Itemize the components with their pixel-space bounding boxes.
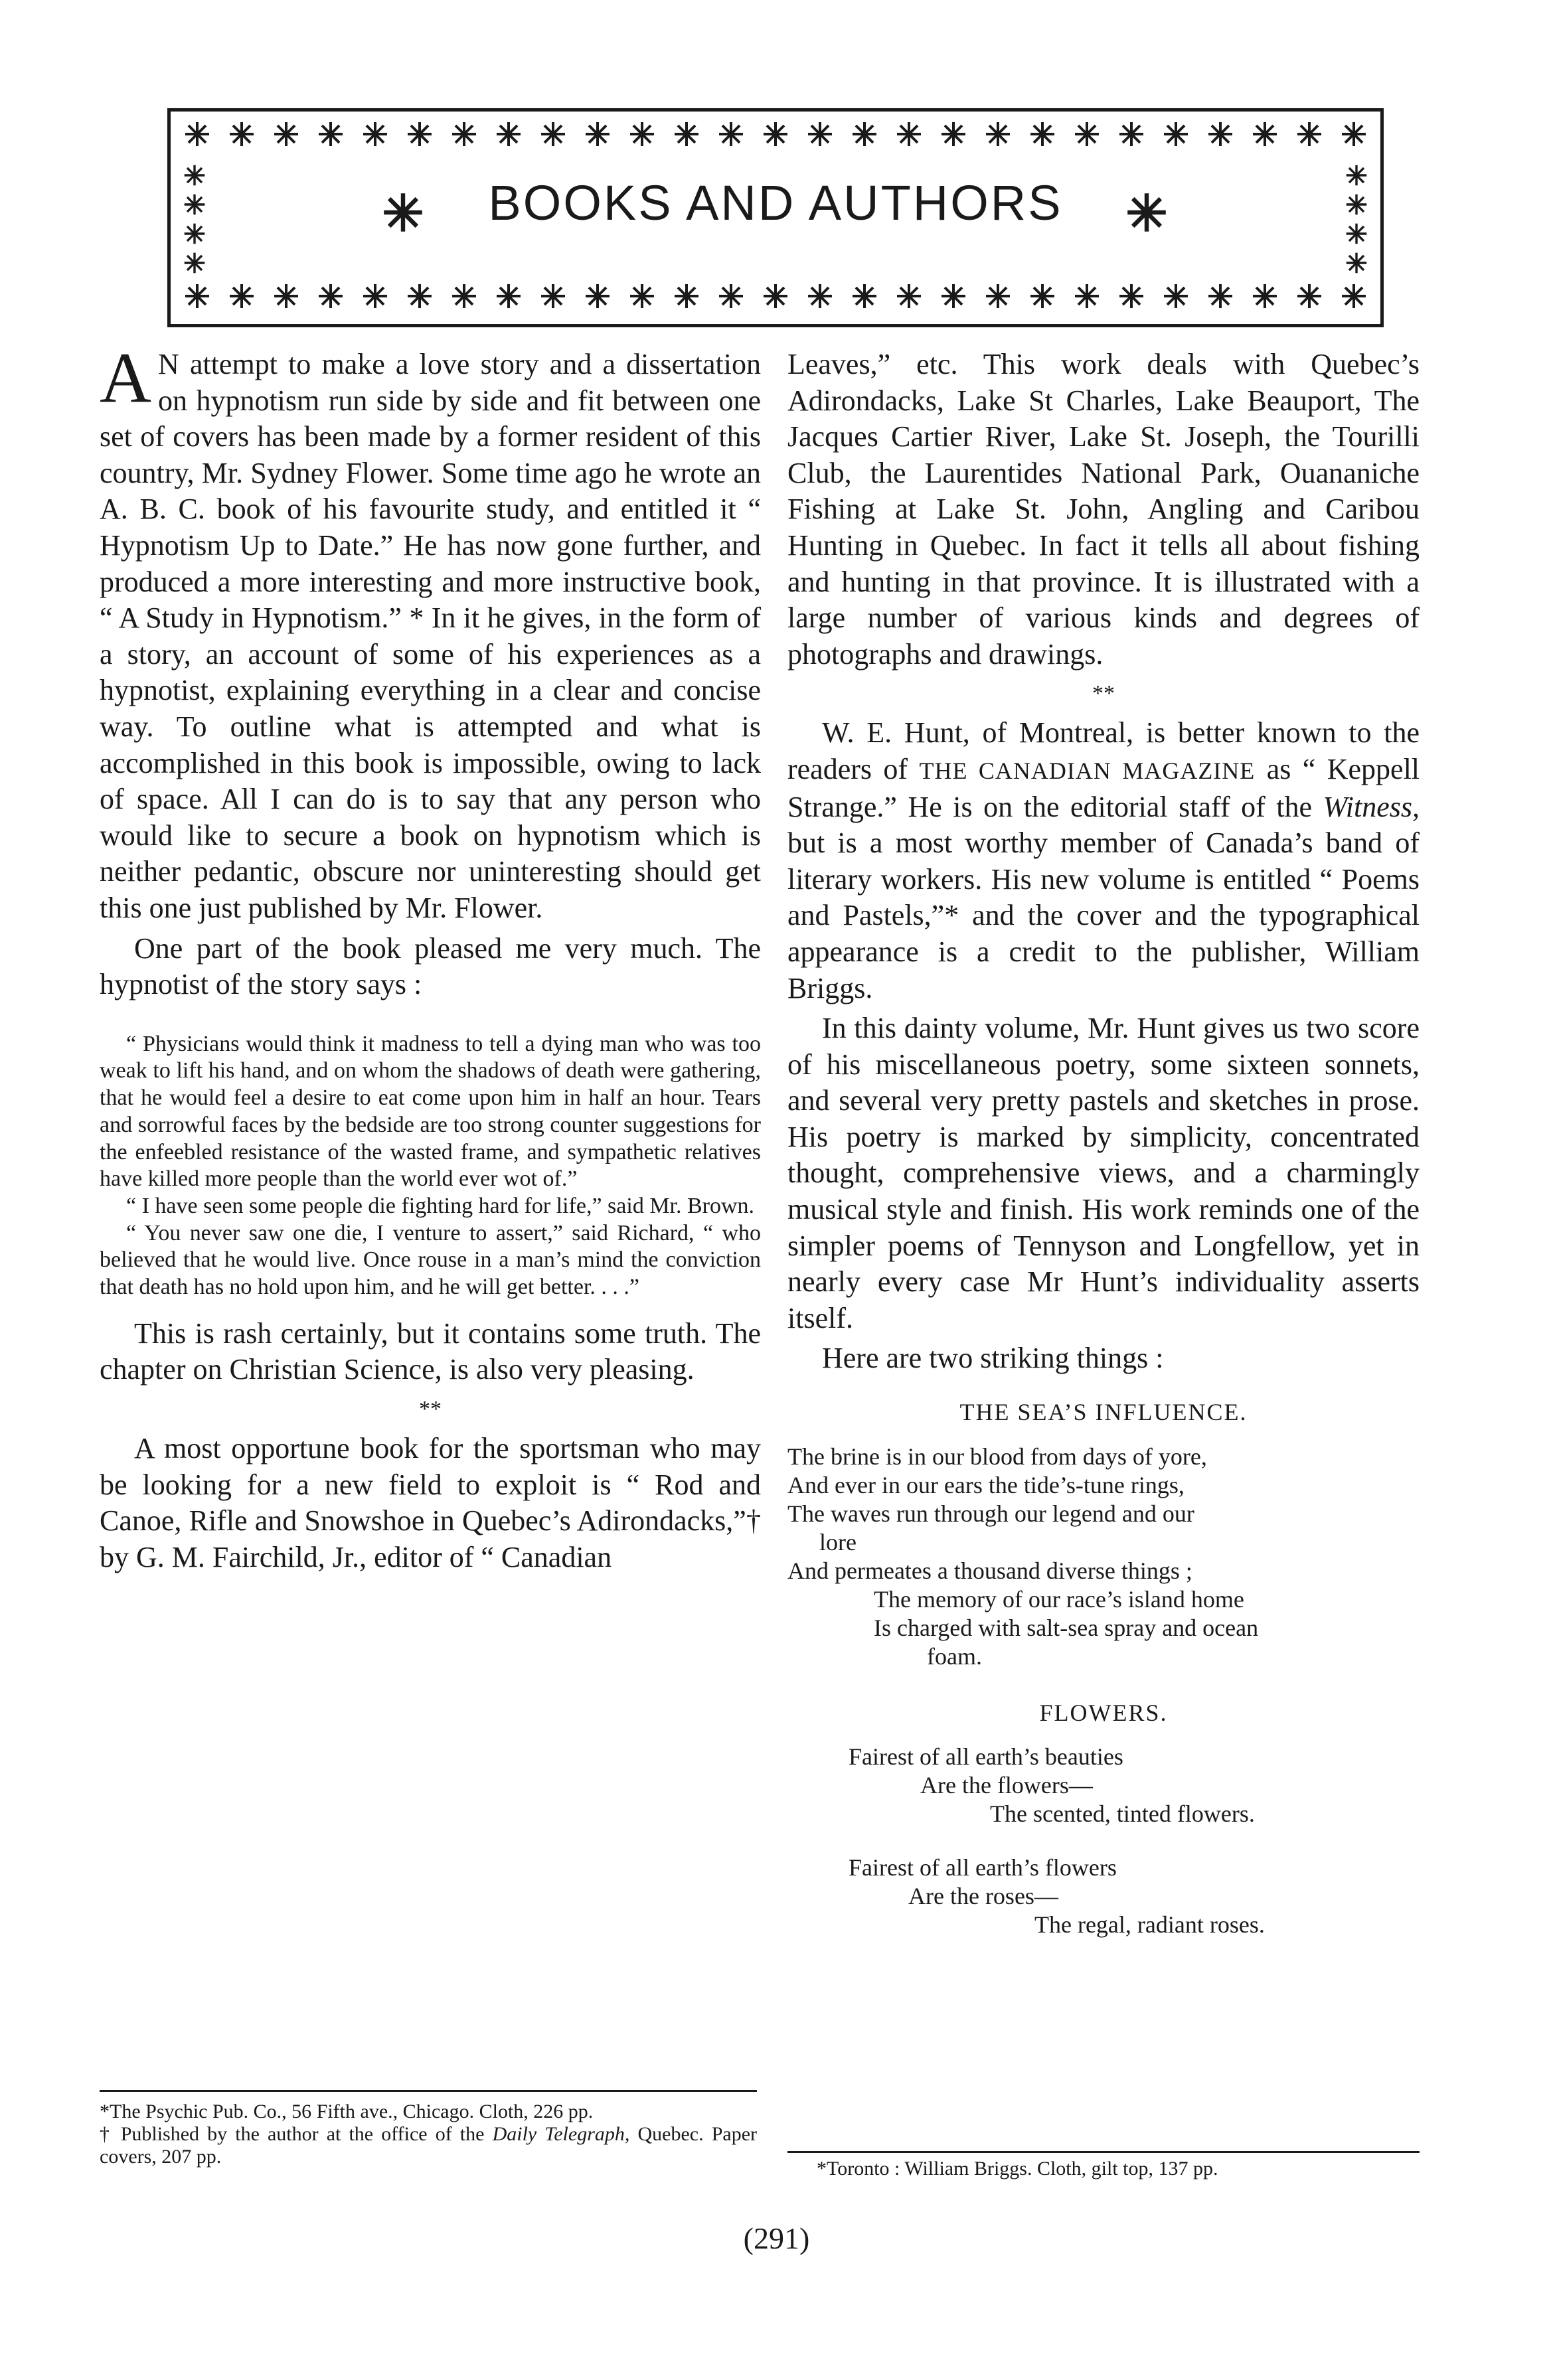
paragraph: Here are two striking things : [822, 1342, 1164, 1375]
footnote: *The Psychic Pub. Co., 56 Fifth ave., Chicago. Cloth, 226 pp. [100, 2101, 594, 2122]
ornament-flake-icon [764, 284, 787, 308]
footnote-rule [100, 2090, 757, 2092]
ornament-flake-icon [1297, 122, 1321, 146]
poem-sea-influence [787, 1443, 1420, 1671]
ornament-flake-icon [541, 284, 565, 308]
quote-paragraph: “ I have seen some people die fighting hard for life,” said Mr. Brown. [126, 1193, 755, 1218]
ornament-flake-icon [719, 122, 743, 146]
left-column [100, 339, 761, 1575]
section-separator: ** [1092, 681, 1115, 706]
ornament-flake-icon [897, 122, 921, 146]
paragraph-quebec-adirondacks: Leaves,” etc. This work deals with Quebec’s Adirondacks, Lake St Charles, Lake Beauport, The Jacques Cartier River, Lake St. Joseph, the Tourilli Club, the Laurentides National Park, Ouananiche Fishing at Lake St. John, Angling and Caribou Hunting in Quebec. In fact it tells all about fishing and hunting in that province. It is illustrated with a large number of various kinds and degrees of photographs and drawings. [787, 348, 1420, 671]
ornament-flake-icon [986, 284, 1010, 308]
ornament-flake-icon [363, 122, 387, 146]
paragraph-text: N attempt to make a love story and a dissertation on hypnotism run side by side and fit between one set of covers has been made by a former resident of this country, Mr. Sydney Flower. Some time ago he wrote an A. B. C. book of his favourite study, and entitled it “ Hypnotism Up to Date.” He has now gone further, and produced a more interesting and more instructive book, “ A Study in Hypnotism.” * In it he gives, in the form of a story, an account of some of his experiences as a hypnotist, explaining everything in a clear and concise way. To outline what is attempted and what is accomplished in this book is impossible, owing to lack of space. All I can do is to say that any person who would like to secure a book on hypnotism which is neither pedantic, obscure nor uninteresting should get this one just published by Mr. Flower. [100, 348, 761, 924]
ornament-flake-icon [274, 284, 298, 308]
verse-line: The brine is in our blood from days of yore, [787, 1443, 1207, 1470]
paragraph-w-e-hunt: W. E. Hunt, of Montreal, is better known to the readers of THE CANADIAN MAGAZINE as “ Keppell Strange.” He is on the editorial staff of the Witness, but is a most worthy member of Canada’s band of literary workers. His new volume is entitled “ Poems and Pastels,”* and the cover and the typographical appearance is a credit to the publisher, William Briggs. [787, 716, 1420, 1004]
ornament-flake-icon [941, 284, 965, 308]
ornament-flake-icon [1342, 122, 1366, 146]
block-quote [100, 1031, 761, 1301]
ornament-flake-icon [497, 284, 521, 308]
ornament-flake-icon [230, 122, 254, 146]
ornament-flake-icon [630, 122, 654, 146]
poem-flowers [787, 1743, 1420, 1939]
verse-line: The waves run through our legend and our [787, 1500, 1194, 1527]
ornament-flake-icon [319, 284, 343, 308]
ornament-flake-icon [408, 122, 432, 146]
ornament-flake-icon [853, 284, 876, 308]
ornament-flake-icon [941, 122, 965, 146]
ornament-flake-icon [363, 284, 387, 308]
ornament-flake-icon [541, 122, 565, 146]
ornament-flake-icon [853, 122, 876, 146]
section-separator: ** [419, 1396, 442, 1421]
ornament-flake-icon [764, 122, 787, 146]
ornament-flake-icon [185, 284, 209, 308]
top-ornament-row [185, 122, 1366, 146]
section-title: BOOKS AND AUTHORS [488, 175, 1063, 230]
ornament-flake-icon [1253, 284, 1277, 308]
ornament-flake-icon [230, 284, 254, 308]
bottom-ornament-row [185, 284, 1366, 308]
verse-line: Fairest of all earth’s flowers [849, 1854, 1117, 1881]
ornament-flake-icon [1347, 253, 1367, 274]
footnote-right: *Toronto : William Briggs. Cloth, gilt top, 137 pp. [817, 2158, 1218, 2180]
verse-line: Are the roses— [908, 1883, 1058, 1910]
ornament-flake-icon [1164, 122, 1188, 146]
ornament-flake-icon [1030, 122, 1054, 146]
ornament-flake-icon [274, 122, 298, 146]
ornament-flake-icon [897, 284, 921, 308]
poem-title: FLOWERS. [1039, 1699, 1168, 1726]
verse-line: And ever in our ears the tide’s-tune rings, [787, 1471, 1185, 1498]
ornament-flake-icon [675, 284, 698, 308]
ornament-flake-icon [1164, 284, 1188, 308]
poem-title: THE SEA’S INFLUENCE. [959, 1399, 1248, 1426]
verse-line: Fairest of all earth’s beauties [849, 1743, 1123, 1771]
ornament-flake-icon [497, 122, 521, 146]
quote-paragraph: “ Physicians would think it madness to tell a dying man who was too weak to lift his hand, and on whom the shadows of death were gathering, that he would feel a desire to eat come upon him in half an hour. Tears and sorrowful faces by the bedside are too strong counter suggestions for the enfeebled resistance of the wasted frame, and sympathetic relatives have killed more people than the world ever wot of.” [100, 1031, 761, 1192]
ornament-flake-icon [1119, 284, 1143, 308]
ornament-flake-icon [1075, 122, 1099, 146]
paragraph: One part of the book pleased me very much. The hypnotist of the story says : [100, 931, 761, 1001]
ornament-flake-icon [408, 284, 432, 308]
ornament-flake-icon [185, 253, 205, 274]
verse-line: Is charged with salt-sea spray and ocean [874, 1614, 1259, 1641]
verse-line: The regal, radiant roses. [1034, 1911, 1265, 1939]
ornament-flake-icon [452, 284, 476, 308]
verse-line: lore [819, 1528, 857, 1555]
right-column [787, 347, 1420, 1939]
ornament-flake-icon [1208, 122, 1232, 146]
quote-paragraph: “ You never saw one die, I venture to assert,” said Richard, “ who believed that he would live. Once rouse in a man’s mind the conviction that death has no hold upon him, and he will get better. . . .” [100, 1220, 761, 1300]
ornament-flake-icon [1253, 122, 1277, 146]
ornament-flake-icon [1208, 284, 1232, 308]
paragraph-sydney-flower [100, 339, 761, 927]
ornament-flake-icon [630, 284, 654, 308]
ornament-flake-icon [1030, 284, 1054, 308]
drop-cap: A [100, 339, 151, 418]
verse-line: Are the flowers— [920, 1772, 1093, 1799]
ornament-flake-icon [675, 122, 698, 146]
verse-line: And permeates a thousand diverse things ; [787, 1557, 1192, 1584]
paragraph: In this dainty volume, Mr. Hunt gives us two score of his miscellaneous poetry, some sixteen sonnets, and several very pretty pastels and sketches in prose. His poetry is marked by simplicity, concentrated thought, comprehensive views, and a charmingly musical style and finish. His work reminds one of the simpler poems of Tennyson and Longfellow, yet in nearly every case Mr Hunt’s individuality asserts itself. [787, 1012, 1420, 1334]
footnote-rule [787, 2151, 1420, 2153]
ornament-flake-icon [719, 284, 743, 308]
verse-line: foam. [927, 1642, 982, 1670]
ornament-flake-icon [986, 122, 1010, 146]
ornament-flake-icon [1075, 284, 1099, 308]
ornament-flake-icon [185, 122, 209, 146]
ornament-flake-icon [586, 284, 610, 308]
ornament-flake-icon [808, 284, 832, 308]
paragraph: This is rash certainly, but it contains some truth. The chapter on Christian Science, is also very pleasing. [100, 1316, 761, 1386]
ornament-flake-icon [452, 122, 476, 146]
ornament-flake-icon [1342, 284, 1366, 308]
header-frame [167, 108, 1384, 327]
verse-line: The scented, tinted flowers. [990, 1800, 1255, 1828]
footnotes-left [100, 2101, 757, 2168]
ornament-flake-icon [808, 122, 832, 146]
ornament-flake-icon [319, 122, 343, 146]
footnote: † Published by the author at the office of the Daily Telegraph, Quebec. Paper covers, 207 pp. [100, 2123, 758, 2168]
page-number: (291) [743, 2221, 810, 2255]
ornament-flake-icon [1119, 122, 1143, 146]
ornament-flake-icon [1297, 284, 1321, 308]
paragraph-rod-and-canoe: A most opportune book for the sportsman who may be looking for a new field to exploit is “ Rod and Canoe, Rifle and Snowshoe in Quebec’s Adirondacks,”† by G. M. Fairchild, Jr., editor of “ Canadian [100, 1431, 761, 1573]
ornament-flake-icon [586, 122, 610, 146]
verse-line: The memory of our race’s island home [874, 1585, 1244, 1613]
